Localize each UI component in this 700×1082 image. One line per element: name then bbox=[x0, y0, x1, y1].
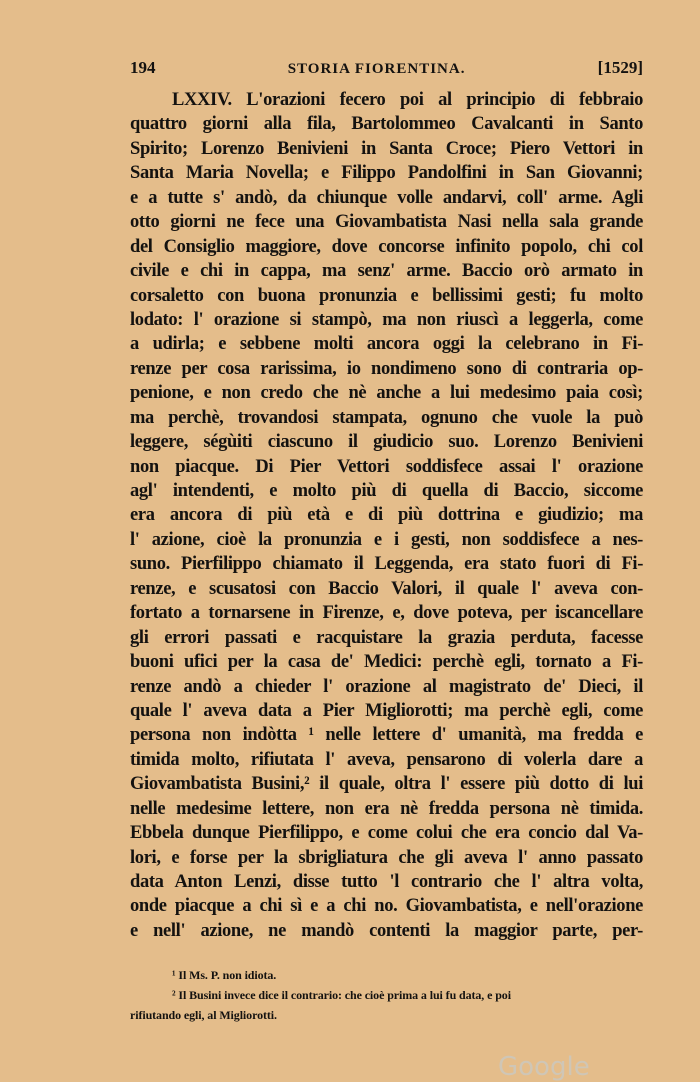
text-line: lori, e forse per la sbrigliatura che gli aveva l' anno passato bbox=[130, 847, 643, 868]
text-line: gli errori passati e racquistare la grazia perduta, facesse bbox=[130, 627, 643, 648]
text-line: buoni ufici per la casa de' Medici: perchè egli, tornato a Fi- bbox=[130, 652, 643, 673]
text-line: nelle medesime lettere, non era nè fredda persona nè timida. bbox=[130, 798, 643, 819]
book-page bbox=[130, 58, 643, 943]
text-line: e nell' azione, ne mandò contenti la maggior parte, per- bbox=[130, 920, 643, 941]
text-line: l' azione, cioè la pronunzia e i gesti, non soddisfece a nes- bbox=[130, 529, 643, 550]
text-line: timida molto, rifiutata l' aveva, pensarono di volerla dare a bbox=[130, 749, 643, 770]
text-line: era ancora di più età e di più dottrina e giudizio; ma bbox=[130, 505, 643, 526]
text-line: a udirla; e sebbene molti ancora oggi la celebrano in Fi- bbox=[130, 334, 643, 355]
text-line: otto giorni ne fece una Giovambatista Nasi nella sala grande bbox=[130, 212, 643, 233]
text-line: quale l' aveva data a Pier Migliorotti; ma perchè egli, come bbox=[130, 700, 643, 721]
text-line: Santa Maria Novella; e Filippo Pandolfini in San Giovanni; bbox=[130, 163, 643, 184]
footnote-2-cont: rifiutando egli, al Migliorotti. bbox=[130, 1008, 277, 1022]
year-marker: [1529] bbox=[597, 58, 643, 77]
text-line: leggere, ségùiti ciascuno il giudicio suo. Lorenzo Benivieni bbox=[130, 432, 643, 453]
text-line: Spirito; Lorenzo Benivieni in Santa Croce; Piero Vettori in bbox=[130, 138, 643, 159]
text-line: quattro giorni alla fila, Bartolommeo Cavalcanti in Santo bbox=[130, 114, 643, 135]
watermark: Google bbox=[498, 1052, 590, 1082]
text-line: renze, e scusatosi con Baccio Valori, il quale l' aveva con- bbox=[130, 578, 643, 599]
running-header bbox=[130, 58, 643, 88]
running-title: STORIA FIORENTINA. bbox=[287, 61, 466, 77]
text-line: agl' intendenti, e molto più di quella di Baccio, siccome bbox=[130, 481, 643, 501]
footnotes bbox=[130, 965, 650, 1025]
text-line: suno. Pierfilippo chiamato il Leggenda, era stato fuori di Fi- bbox=[130, 554, 643, 575]
text-line: Giovambatista Busini,² il quale, oltra l' essere più dotto di lui bbox=[130, 774, 643, 795]
text-line: corsaletto con buona pronunzia e bellissimi gesti; fu molto bbox=[130, 285, 643, 306]
text-line: onde piacque a chi sì e a chi no. Giovambatista, e nell'orazione bbox=[130, 896, 643, 917]
body-text bbox=[130, 88, 643, 943]
text-line: renze andò a chieder l' orazione al magistrato de' Dieci, il bbox=[130, 676, 643, 697]
text-line: ma perchè, trovandosi stampata, ognuno che vuole la può bbox=[130, 407, 643, 428]
footnote-2: ² Il Busini invece dice il contrario: che cioè prima a lui fu data, e poi bbox=[172, 988, 511, 1002]
text-line: del Consiglio maggiore, dove concorse infinito popolo, chi col bbox=[130, 236, 643, 257]
text-line: renze per cosa rarissima, io nondimeno sono di contraria op- bbox=[130, 358, 643, 379]
page-number: 194 bbox=[130, 58, 156, 77]
text-line: e a tutte s' andò, da chiunque volle andarvi, coll' arme. Agli bbox=[130, 187, 643, 208]
text-line: LXXIV. L'orazioni fecero poi al principio di febbraio bbox=[172, 90, 643, 110]
text-line: Ebbela dunque Pierfilippo, e come colui che era concio dal Va- bbox=[130, 823, 643, 844]
text-line: persona non indòtta ¹ nelle lettere d' umanità, ma fredda e bbox=[130, 725, 643, 746]
text-line: penione, e non credo che nè anche a lui medesimo paia così; bbox=[130, 383, 643, 404]
footnote-1: ¹ Il Ms. P. non idiota. bbox=[172, 968, 277, 982]
text-line: lodato: l' orazione si stampò, ma non riuscì a leggerla, come bbox=[130, 309, 643, 330]
text-line: civile e chi in cappa, ma senz' arme. Baccio orò armato in bbox=[130, 261, 643, 282]
text-line: data Anton Lenzi, disse tutto 'l contrario che l' altra volta, bbox=[130, 872, 643, 892]
text-line: fortato a tornarsene in Firenze, e, dove poteva, per iscancellare bbox=[130, 603, 643, 624]
text-line: non piacque. Di Pier Vettori soddisfece assai l' orazione bbox=[130, 456, 643, 477]
